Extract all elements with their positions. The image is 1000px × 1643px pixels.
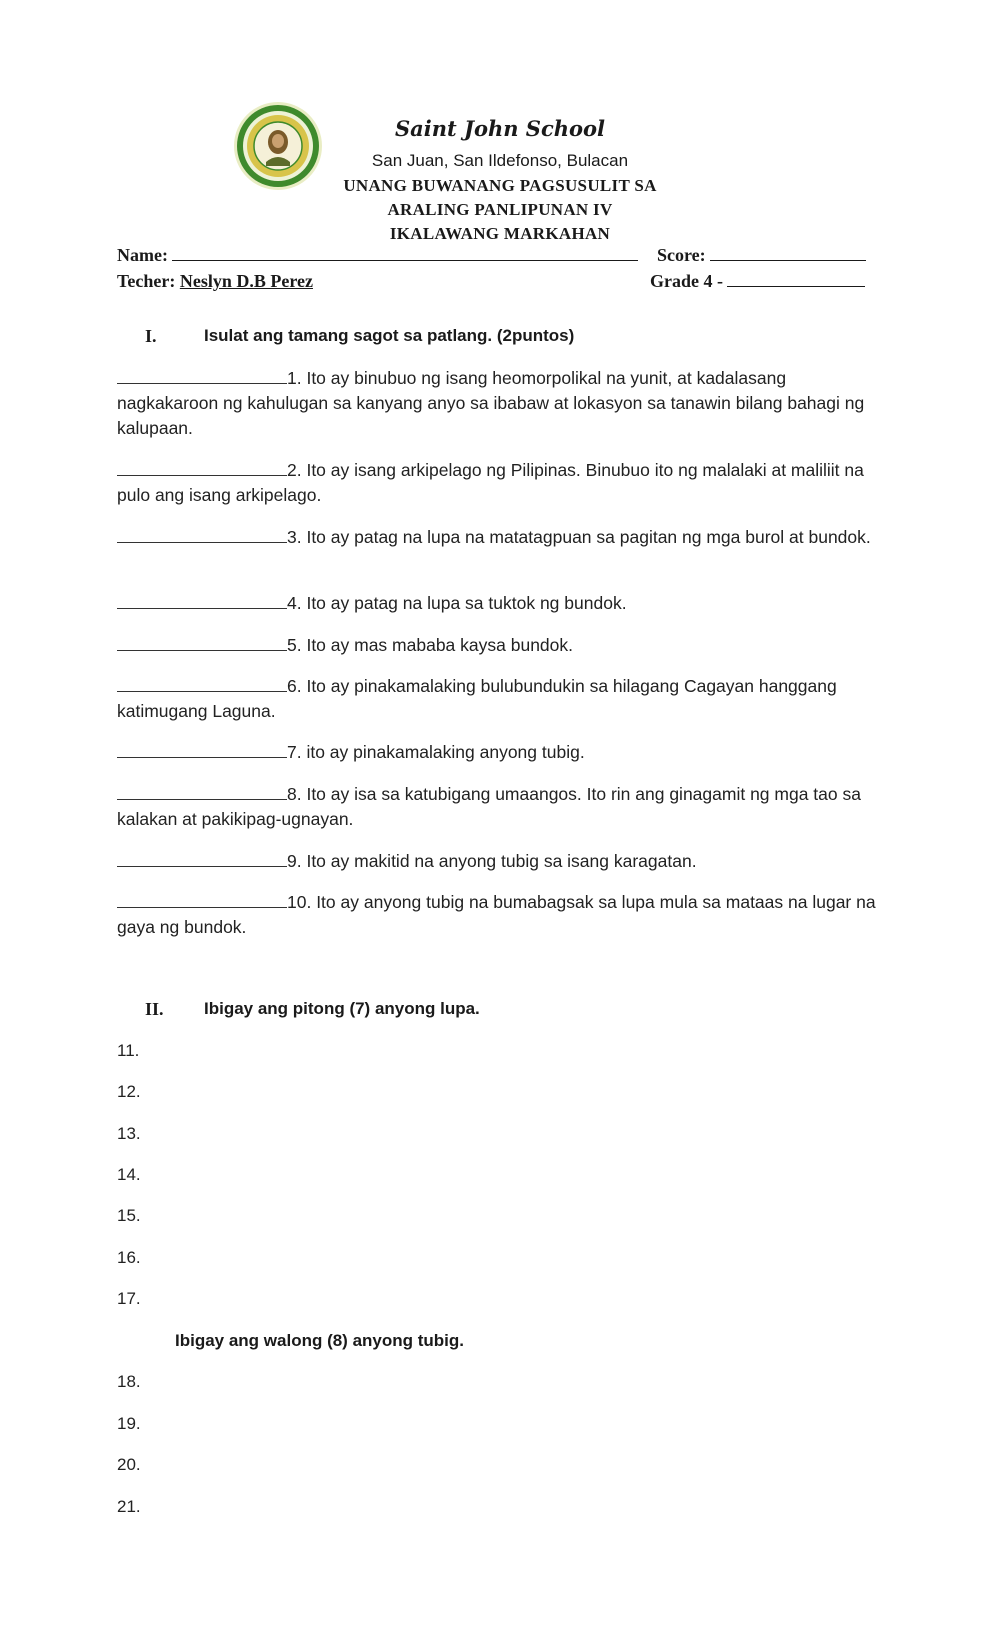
section-2-title: Ibigay ang pitong (7) anyong lupa.: [204, 999, 480, 1018]
section-1-title: Isulat ang tamang sagot sa patlang. (2puntos): [204, 326, 575, 345]
answer-number-12: 12.: [117, 1082, 141, 1101]
score-row: [657, 245, 866, 266]
answer-number-15: 15.: [117, 1206, 141, 1225]
question-8: 8. Ito ay isa sa katubigang umaangos. Ito rin ang ginagamit ng mga tao sa kalakan at pakikipag-ugnayan.: [117, 784, 861, 829]
teacher-name: Neslyn D.B Perez: [179, 271, 313, 291]
answer-blank[interactable]: [117, 634, 287, 651]
answer-number-14: 14.: [117, 1165, 141, 1184]
question-9: 9. Ito ay makitid na anyong tubig sa isang karagatan.: [117, 849, 879, 874]
question-5: 5. Ito ay mas mababa kaysa bundok.: [117, 633, 879, 658]
answer-blank[interactable]: [117, 783, 287, 800]
answer-number-21: 21.: [117, 1497, 141, 1516]
name-label: Name:: [117, 245, 168, 265]
question-7: 7. ito ay pinakamalaking anyong tubig.: [117, 740, 879, 765]
name-field[interactable]: [172, 245, 638, 261]
question-1: 1. Ito ay binubuo ng isang heomorpolikal na yunit, at kadalasang nagkakaroon ng kahulugan sa kanyang anyo sa ibabaw at lokasyon sa tanawin bilang bahagi ng kalupaan.: [117, 368, 865, 438]
question-4: 4. Ito ay patag na lupa sa tuktok ng bundok.: [117, 591, 879, 616]
score-label: Score:: [657, 245, 706, 265]
answer-number-11: 11.: [117, 1041, 140, 1060]
answer-number-18: 18.: [117, 1372, 141, 1391]
teacher-row: [117, 271, 313, 292]
answer-number-17: 17.: [117, 1289, 141, 1308]
question-2: 2. Ito ay isang arkipelago ng Pilipinas. Binubuo ito ng malalaki at maliliit na pulo ang isang arkipelago.: [117, 460, 864, 505]
answer-blank[interactable]: [117, 592, 287, 609]
school-name: Saint John School: [394, 116, 606, 141]
exam-title-line-1: UNANG BUWANANG PAGSUSULIT SA: [343, 176, 657, 195]
name-row: [117, 245, 638, 266]
answer-blank[interactable]: [117, 741, 287, 758]
grade-row: [650, 271, 865, 292]
section-2-numeral: II.: [145, 999, 164, 1019]
score-field[interactable]: [710, 245, 866, 261]
answer-blank[interactable]: [117, 850, 287, 867]
answer-number-13: 13.: [117, 1124, 141, 1143]
grade-label: Grade 4 -: [650, 271, 723, 291]
grade-section-field[interactable]: [727, 271, 865, 287]
exam-title-line-3: IKALAWANG MARKAHAN: [389, 224, 611, 243]
answer-blank[interactable]: [117, 459, 287, 476]
question-3: 3. Ito ay patag na lupa na matatagpuan sa pagitan ng mga burol at bundok.: [117, 525, 879, 550]
answer-number-19: 19.: [117, 1414, 141, 1433]
teacher-label: Techer:: [117, 271, 176, 291]
question-10: 10. Ito ay anyong tubig na bumabagsak sa lupa mula sa mataas na lugar na gaya ng bundok.: [117, 892, 876, 937]
school-address: San Juan, San Ildefonso, Bulacan: [371, 151, 629, 170]
section-1-numeral: I.: [145, 326, 157, 346]
answer-blank[interactable]: [117, 367, 287, 384]
answer-blank[interactable]: [117, 891, 287, 908]
exam-title-line-2: ARALING PANLIPUNAN IV: [387, 200, 613, 219]
question-6: 6. Ito ay pinakamalaking bulubundukin sa hilagang Cagayan hanggang katimugang Laguna.: [117, 676, 837, 721]
answer-blank[interactable]: [117, 675, 287, 692]
answer-number-16: 16.: [117, 1248, 141, 1267]
answer-number-20: 20.: [117, 1455, 141, 1474]
answer-blank[interactable]: [117, 526, 287, 543]
section-3-title: Ibigay ang walong (8) anyong tubig.: [175, 1331, 464, 1350]
